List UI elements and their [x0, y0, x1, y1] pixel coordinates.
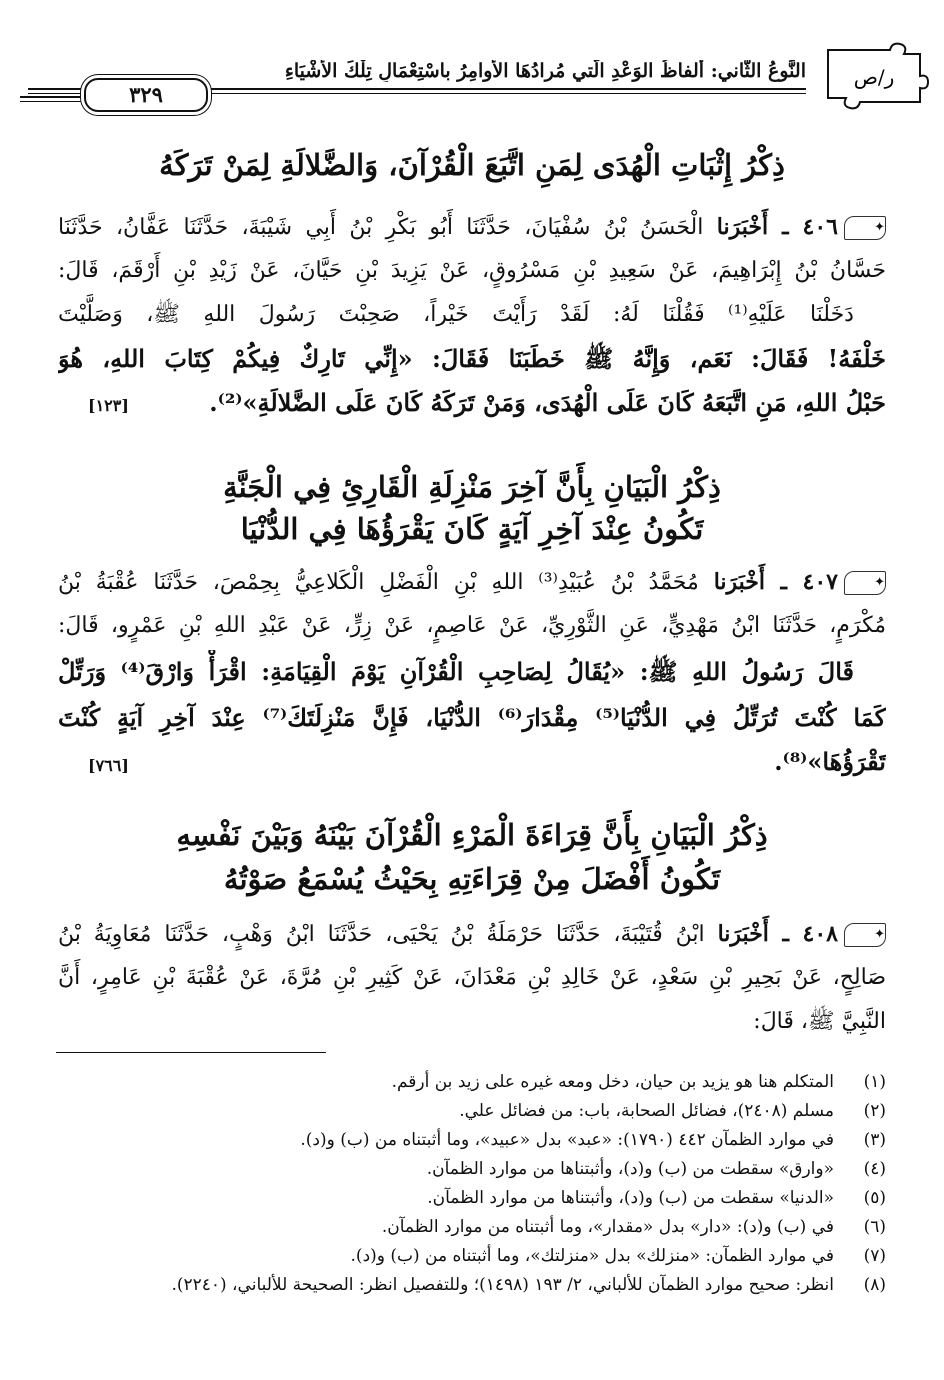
footnote — [58, 1126, 886, 1154]
footnote-number: (٥) — [863, 1188, 886, 1208]
reference-number: [١٢٣] — [88, 396, 129, 415]
hadith-line: دَخَلْنَا عَلَيْهِ⁽¹⁾ فَقُلْنَا لَهُ: لَقَدْ رَأَيْتَ خَيْراً، صَحِبْتَ رَسُولَ اللهِ ﷺ، وَصَلَّيْتَ — [58, 302, 854, 327]
footnote-text: مسلم (٢٤٠٨)، فضائل الصحابة، باب: من فضائل علي. — [459, 1101, 834, 1121]
footnote-text: في موارد الظمآن: «منزلك» بدل «منزلتك»، وما أثبتناه من (ب) و(د). — [350, 1246, 834, 1266]
hadith-line: حَسَّانُ بْنُ إِبْرَاهِيمَ، عَنْ سَعِيدِ بْنِ مَسْرُوقٍ، عَنْ يَزِيدَ بْنِ حَيَّانَ، عَنْ زَيْدِ بْنِ أَرْقَمَ، قَالَ: — [58, 258, 886, 283]
footnote-text: المتكلم هنا هو يزيد بن حيان، دخل ومعه غيره على زيد بن أرقم. — [391, 1072, 834, 1092]
footnote-text: «الدنيا» سقطت من (ب) و(د)، وأثبتناها من موارد الظمآن. — [427, 1188, 834, 1208]
hadith-line: النَّبِيَّ ﷺ، قَالَ: — [753, 1009, 886, 1034]
footnote-number: (١) — [863, 1072, 886, 1092]
footnote — [58, 1155, 886, 1183]
left-rule-thin — [20, 101, 82, 102]
hadith-marker-icon: ✦ — [844, 571, 886, 595]
footnote-number: (٢) — [863, 1101, 886, 1121]
page-number: ٣٢٩ — [84, 78, 208, 112]
footnote-number: (٤) — [863, 1159, 886, 1179]
hadith-text: ابْنُ قُتَيْبَةَ، حَدَّثَنَا حَرْمَلَةُ بْنُ يَحْيَى، حَدَّثَنَا ابْنُ وَهْبٍ، حَدَّثَنَا مُعَاوِيَةُ بْنُ — [58, 922, 705, 947]
puzzle-label: ر/ص — [853, 65, 895, 89]
hadith-line — [58, 912, 886, 956]
footnote — [58, 1097, 886, 1125]
hadith-text: الْحَسَنُ بْنُ سُفْيَانَ، حَدَّثَنَا أَبُو بَكْرِ بْنُ أَبِي شَيْبَةَ، حَدَّثَنَا عَفَّانُ، حَدَّثَنَا — [58, 215, 704, 240]
footnote-text: انظر: صحيح موارد الظمآن للألباني، ٢/ ١٩٣ (١٤٩٨)؛ وللتفصيل انظر: الصحيحة للألباني، (٢٢٤٠). — [171, 1275, 834, 1295]
footnote-number: (٣) — [863, 1130, 886, 1150]
left-rule — [20, 96, 82, 98]
hadith-number: ٤٠٦ ـ أَخْبَرَنا — [716, 214, 838, 240]
hadith-line: مُكْرَمٍ، حَدَّثَنَا ابْنُ مَهْدِيٍّ، عَنِ الثَّوْرِيِّ، عَنْ عَاصِمٍ، عَنْ زِرٍّ، عَنْ عَبْدِ اللهِ بْنِ عَمْرٍو، قَالَ: — [58, 613, 886, 638]
puzzle-ornament-icon — [820, 40, 930, 110]
hadith-line — [58, 560, 886, 604]
reference-number: [٧٦٦] — [88, 756, 129, 775]
footnote — [58, 1184, 886, 1212]
hadith-number: ٤٠٨ ـ أَخْبَرَنا — [717, 921, 838, 947]
hadith-text: مُحَمَّدُ بْنُ عُبَيْدِ⁽³⁾ اللهِ بْنِ الْفَضْلِ الْكَلاعِيُّ بِحِمْصَ، حَدَّثَنَا عُقْبَةُ بْنُ — [58, 570, 699, 595]
section-heading: ذِكْرُ الْبَيَانِ بِأَنَّ آخِرَ مَنْزِلَةِ الْقَارِئِ فِي الْجَنَّةِ — [223, 470, 721, 504]
section-heading-line2: تَكُونُ أَفْضَلَ مِنْ قِرَاءَتِهِ بِحَيْثُ يُسْمَعُ صَوْتُهُ — [223, 862, 721, 896]
footnote-text: في (ب) و(د): «دار» بدل «مقدار»، وما أثبتناه من موارد الظمآن. — [381, 1217, 834, 1237]
footnote-number: (٨) — [863, 1275, 886, 1295]
hadith-line: صَالِحٍ، عَنْ بَحِيرِ بْنِ سَعْدٍ، عَنْ خَالِدِ بْنِ مَعْدَانَ، عَنْ كَثِيرِ بْنِ مُرَّةَ، عَنْ عُقْبَةَ بْنِ عَامِرٍ، أَنَّ — [58, 965, 886, 990]
section-heading: ذِكْرُ إِثْبَاتِ الْهُدَى لِمَنِ اتَّبَعَ الْقُرْآنَ، وَالضَّلالَةِ لِمَنْ تَرَكَهُ — [159, 148, 785, 182]
footnote-text: في موارد الظمآن ٤٤٢ (١٧٩٠): «عبد» بدل «عبيد»، وما أثبتناه من (ب) و(د). — [300, 1130, 834, 1150]
hadith-line: حَبْلُ اللهِ، مَنِ اتَّبَعَهُ كَانَ عَلَى الْهُدَى، وَمَنْ تَرَكَهُ كَانَ عَلَى الضَّلالَةِ»⁽²⁾. — [209, 388, 886, 417]
hadith-marker-icon: ✦ — [844, 923, 886, 947]
footnote-number: (٧) — [863, 1246, 886, 1266]
footnote — [58, 1213, 886, 1241]
footnote — [58, 1271, 886, 1299]
section-heading: ذِكْرُ الْبَيَانِ بِأَنَّ قِرَاءَةَ الْمَرْءِ الْقُرْآنَ بَيْنَهُ وَبَيْنَ نَفْسِهِ — [176, 818, 768, 852]
footnote-separator — [56, 1052, 326, 1053]
hadith-line — [58, 205, 886, 249]
section-heading-line2: تَكُونُ عِنْدَ آخِرِ آيَةٍ كَانَ يَقْرَؤُهَا فِي الدُّنْيَا — [240, 512, 704, 546]
running-header-title: النَّوعُ الثَّاني: ألفاظُ الوَعْدِ الَّتي مُرادُهَا الأوامِرُ باسْتِعْمَالِ تِلْكَ الأشْيَاءِ — [284, 60, 806, 82]
hadith-marker-icon: ✦ — [844, 216, 886, 240]
footnote-number: (٦) — [863, 1217, 886, 1237]
hadith-number: ٤٠٧ ـ أَخْبَرَنا — [713, 569, 838, 595]
footnote — [58, 1068, 886, 1096]
hadith-line: قَالَ رَسُولُ اللهِ ﷺ: «يُقَالُ لِصَاحِبِ الْقُرْآنِ يَوْمَ الْقِيَامَةِ: اقْرَأْ وَارْقَ⁽⁴⁾ وَرَتِّلْ — [58, 657, 854, 686]
footnote — [58, 1242, 886, 1270]
hadith-line: خَلْفَهُ! فَقَالَ: نَعَم، وَإِنَّهُ ﷺ خَطَبَنَا فَقَالَ: «إِنِّي تَارِكٌ فِيكُمْ كِتَابَ اللهِ، هُوَ — [58, 344, 886, 373]
hadith-line: تَقْرَؤُهَا»⁽⁸⁾. — [774, 747, 886, 776]
hadith-line: كَمَا كُنْتَ تُرَتِّلُ فِي الدُّنْيَا⁽⁵⁾ مِقْدَارَ⁽⁶⁾ الدُّنْيَا، فَإِنَّ مَنْزِلَتَكَ⁽⁷⁾ عِنْدَ آخِرِ آيَةٍ كُنْتَ — [58, 703, 886, 732]
footnote-text: «وارق» سقطت من (ب) و(د)، وأثبتناها من موارد الظمآن. — [426, 1159, 834, 1179]
